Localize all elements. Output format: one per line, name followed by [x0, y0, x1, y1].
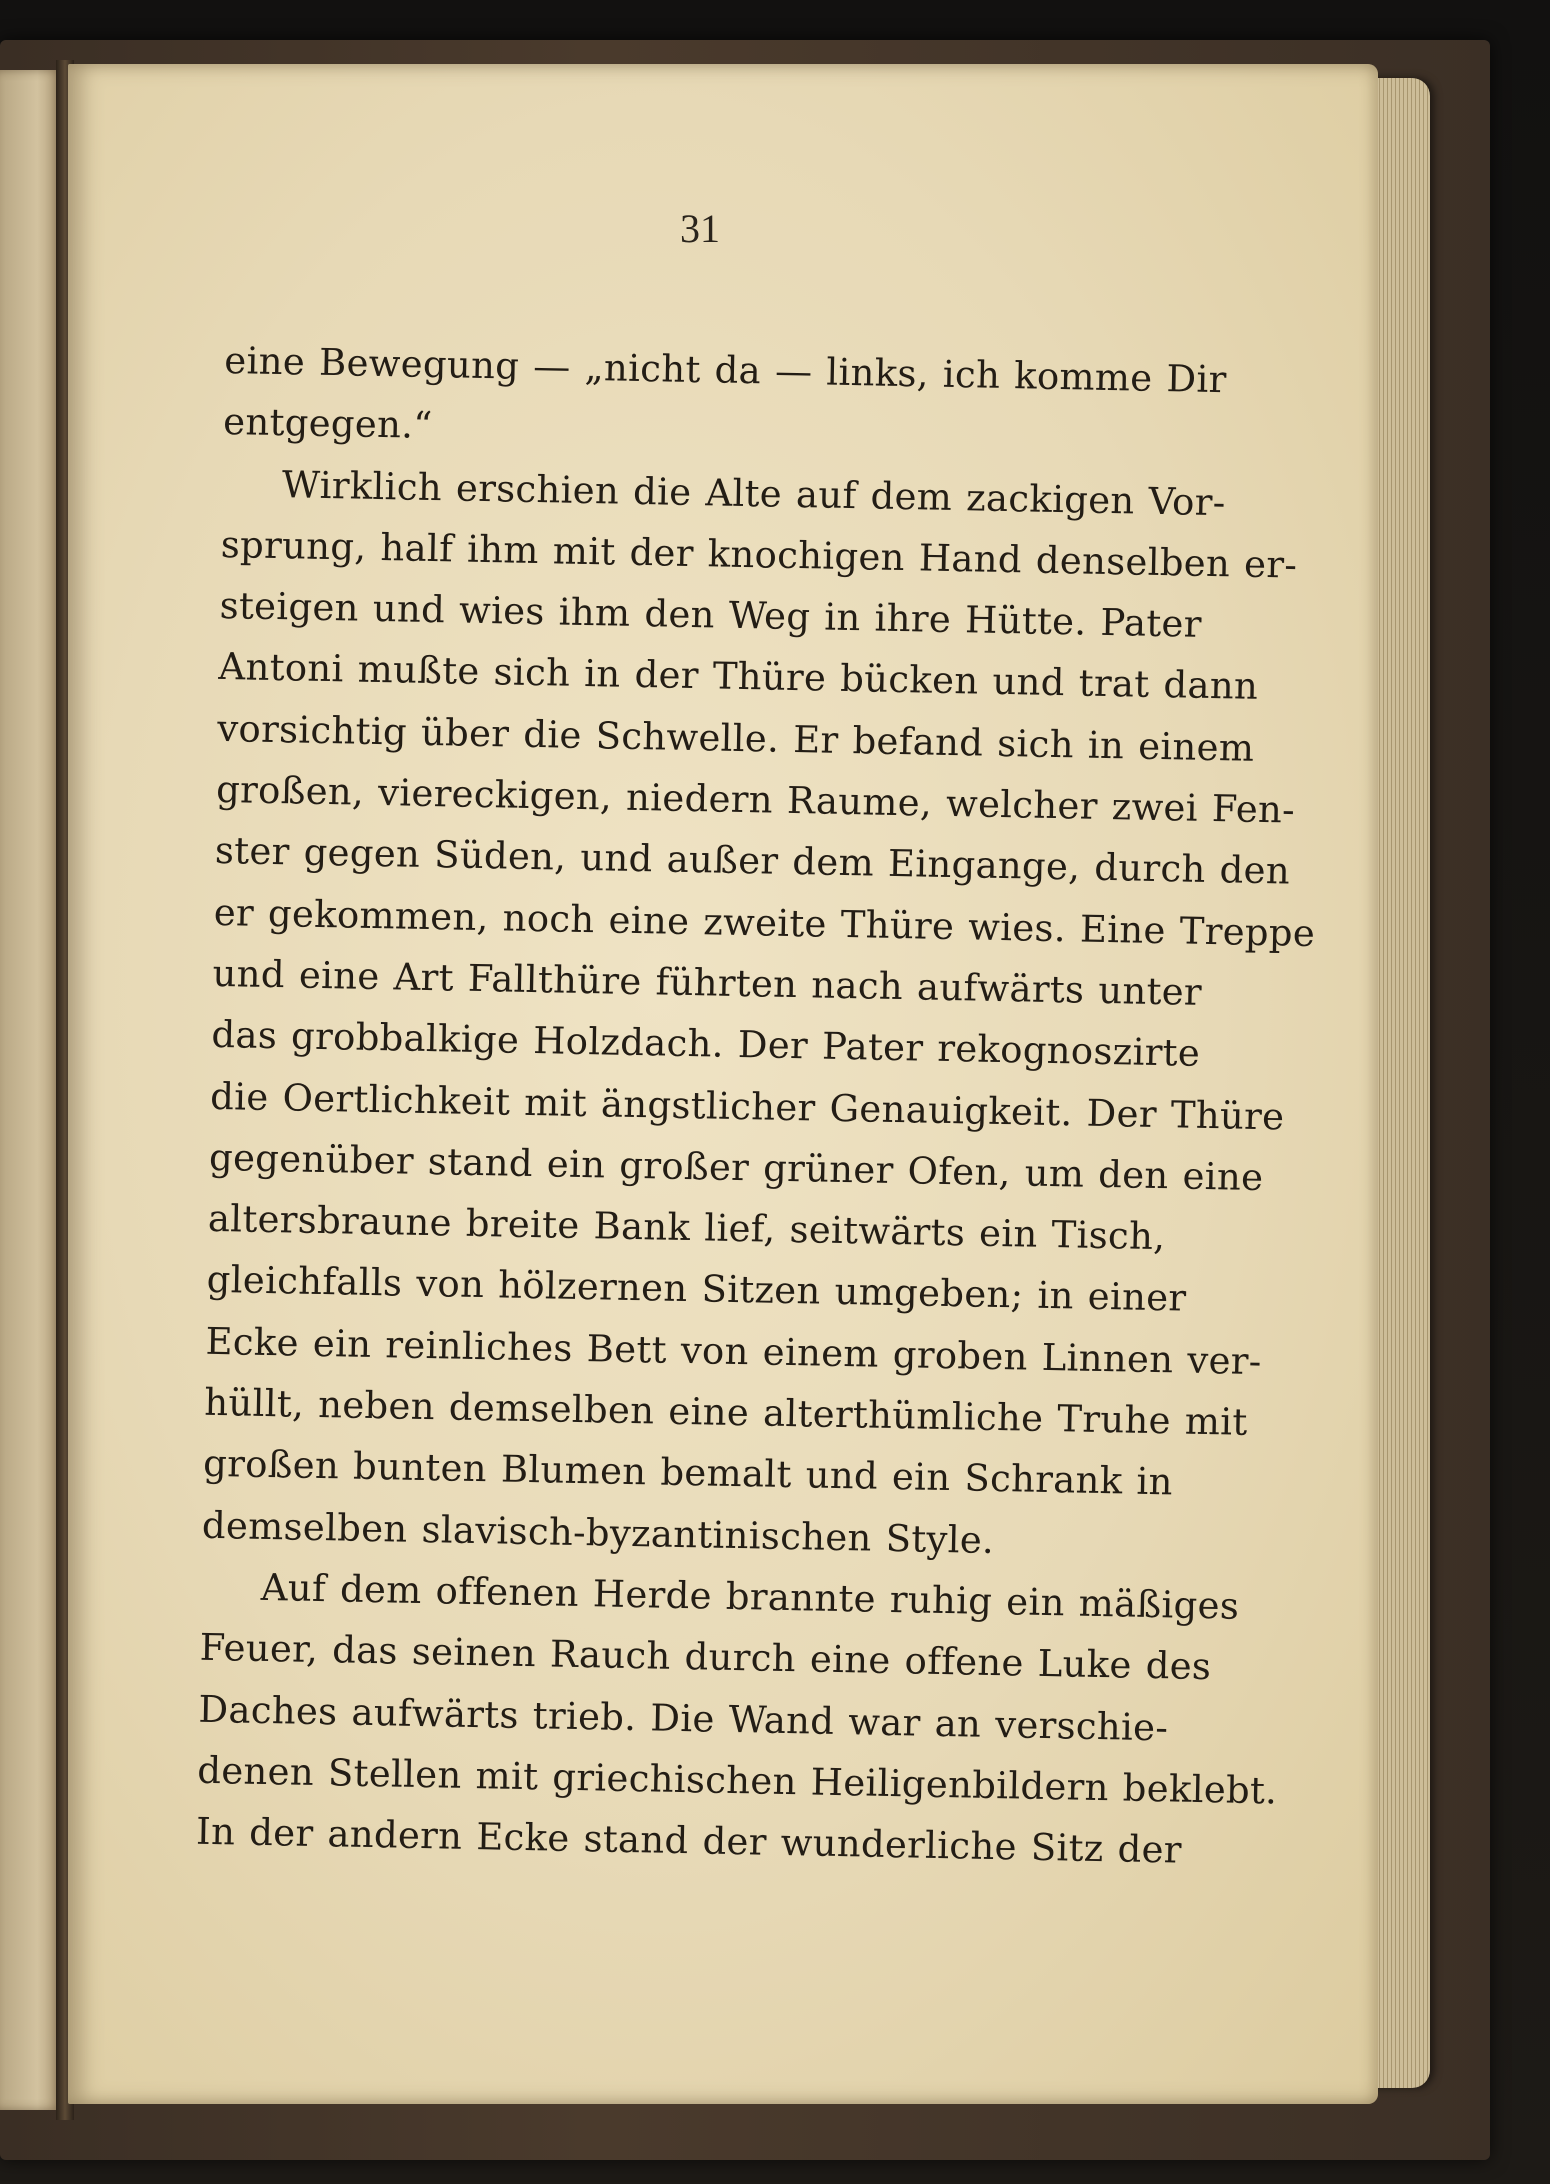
text-line: ster gegen Süden, und außer dem Eingange, durch den	[214, 829, 1291, 893]
text-line: demselben slavisch-byzantinischen Style.	[201, 1503, 995, 1562]
text-line: gleichfalls von hölzernen Sitzen umgeben; in einer	[206, 1258, 1187, 1321]
text-line: und eine Art Fallthüre führten nach aufwärts unter	[212, 951, 1203, 1014]
text-line: Feuer, das seinen Rauch durch eine offene Luke des	[199, 1625, 1212, 1689]
text-line: In der andern Ecke stand der wunderliche Sitz der	[195, 1809, 1183, 1872]
page-number: 31	[680, 206, 720, 251]
text-line: gegenüber stand ein großer grüner Ofen, um den eine	[208, 1135, 1264, 1199]
text-line: vorsichtig über die Schwelle. Er befand sich in einem	[216, 706, 1255, 770]
text-line: entgegen.“	[222, 400, 433, 448]
text-line: hüllt, neben demselben eine alterthümliche Truhe mit	[203, 1380, 1248, 1444]
text-line: er gekommen, noch eine zweite Thüre wies. Eine Treppe	[213, 890, 1316, 955]
text-line: das grobbalkige Holzdach. Der Pater rekognoszirte	[211, 1013, 1201, 1076]
text-line: die Oertlichkeit mit ängstlicher Genauigkeit. Der Thüre	[209, 1074, 1285, 1139]
text-line: Auf dem offenen Herde brannte ruhig ein mäßiges	[260, 1565, 1240, 1628]
text-line: großen bunten Blumen bemalt und ein Schrank in	[202, 1442, 1174, 1504]
text-line: Daches aufwärts trieb. Die Wand war an verschie-	[198, 1687, 1169, 1749]
text-line: eine Bewegung — „nicht da — links, ich komme Dir	[224, 338, 1228, 402]
left-page-edge	[0, 70, 62, 2110]
text-line: Antoni mußte sich in der Thüre bücken und trat dann	[218, 645, 1259, 709]
text-line: sprung, half ihm mit der knochigen Hand denselben er-	[220, 522, 1298, 587]
page-text-block	[195, 330, 1316, 1880]
text-line: altersbraune breite Bank lief, seitwärts ein Tisch,	[207, 1196, 1166, 1259]
text-line: Ecke ein reinliches Bett von einem groben Linnen ver-	[205, 1319, 1262, 1383]
text-line: denen Stellen mit griechischen Heiligenbildern beklebt.	[196, 1748, 1278, 1813]
text-line: Wirklich erschien die Alte auf dem zackigen Vor-	[281, 462, 1226, 524]
text-line: steigen und wies ihm den Weg in ihre Hütte. Pater	[219, 584, 1203, 646]
text-line: großen, viereckigen, niedern Raume, welcher zwei Fen-	[215, 767, 1296, 832]
